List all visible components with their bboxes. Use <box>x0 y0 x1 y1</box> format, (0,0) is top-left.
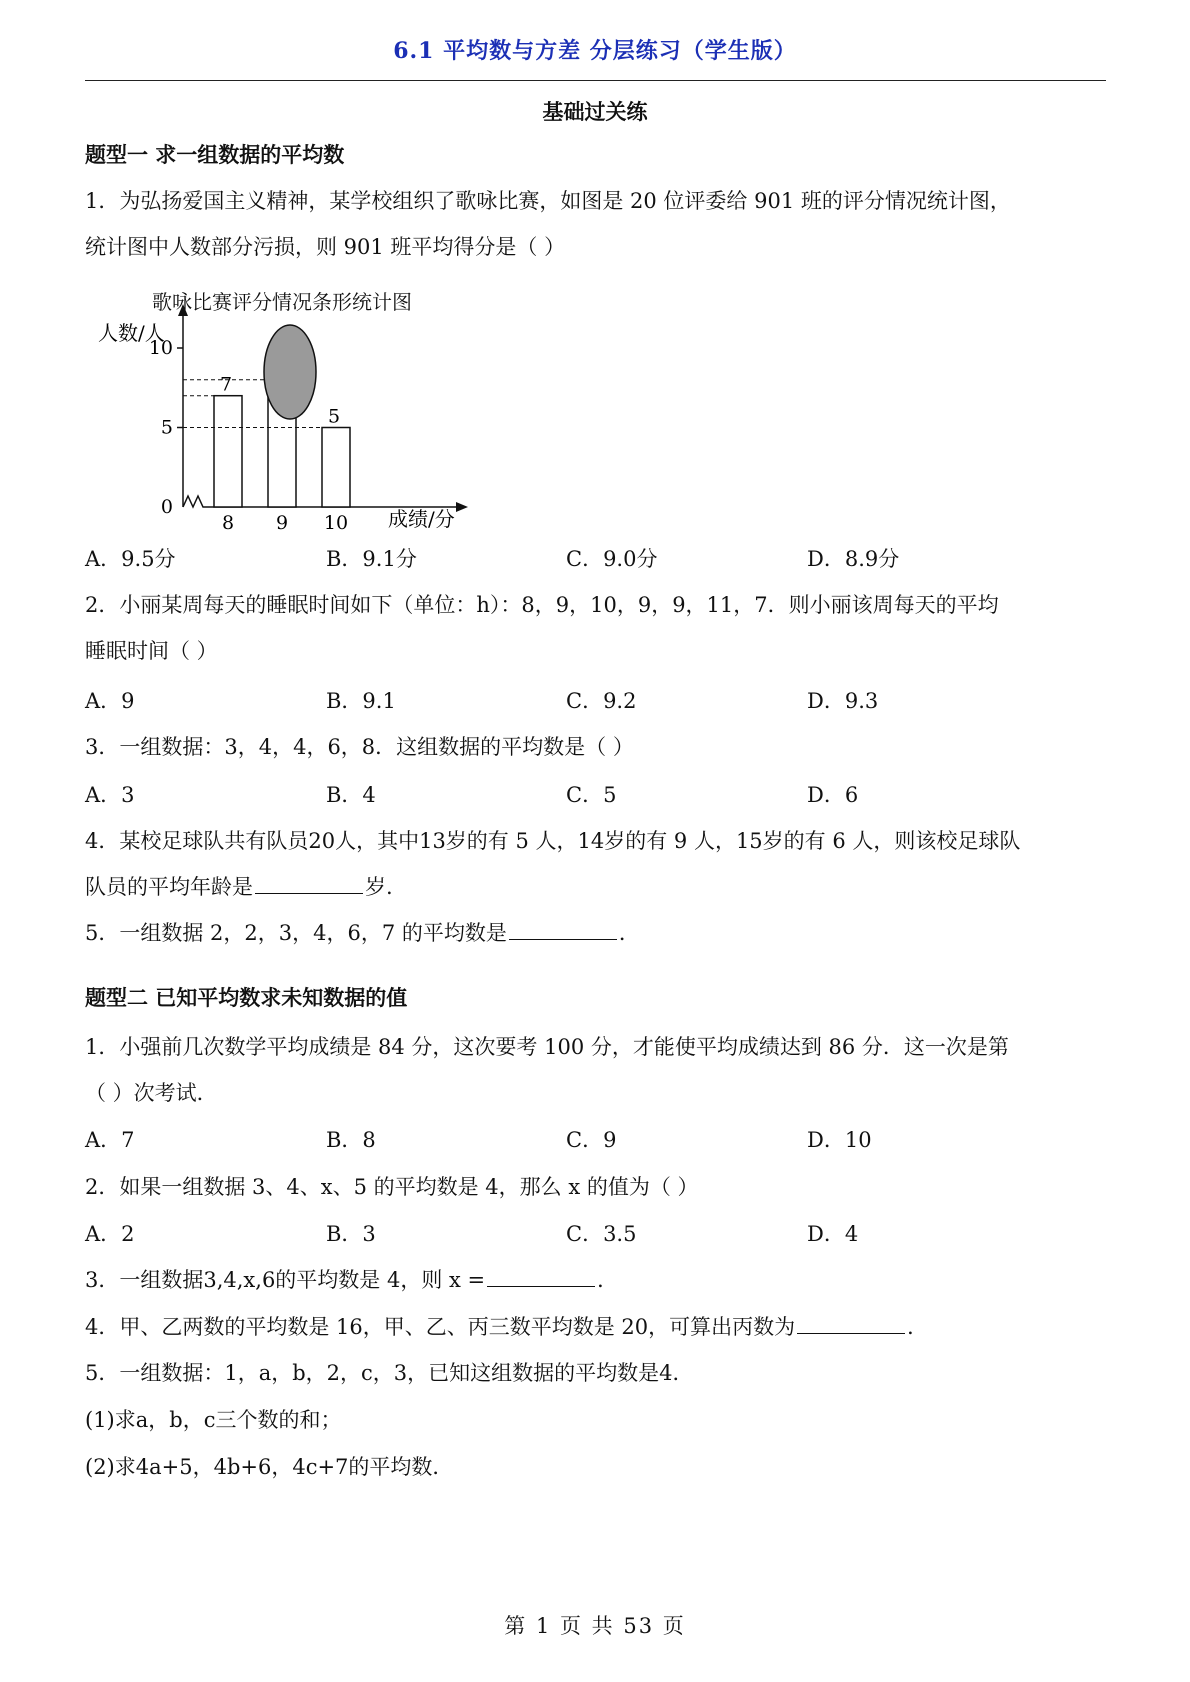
t2-q2-option-b[interactable]: B．3 <box>326 1222 376 1246</box>
bar-10 <box>322 428 350 508</box>
t2-q3-pre: 3．一组数据3,4,x,6的平均数是 4，则 x = <box>85 1268 486 1292</box>
t1-q2-line2: 睡眠时间（ ） <box>85 639 218 663</box>
t2-q2-option-c[interactable]: C．3.5 <box>566 1222 637 1246</box>
x-tick-label-10: 10 <box>323 512 349 534</box>
t2-q4-post: ． <box>907 1315 929 1339</box>
t2-q2-option-d[interactable]: D．4 <box>807 1222 859 1246</box>
t2-q1-option-b[interactable]: B．8 <box>326 1128 376 1152</box>
t2-q3-line1 <box>85 1265 618 1295</box>
x-tick-label-9: 9 <box>275 512 289 534</box>
t1-q1-line2: 统计图中人数部分污损，则 901 班平均得分是（ ） <box>85 235 566 259</box>
x-axis-arrow <box>456 502 468 512</box>
t2-q4-answer-blank[interactable] <box>797 1313 905 1334</box>
t1-q5-pre: 5．一组数据 2，2，3，4，6，7 的平均数是 <box>85 921 507 945</box>
t1-q3-line1: 3．一组数据：3，4，4，6，8．这组数据的平均数是（ ） <box>85 735 634 759</box>
bar-chart <box>90 280 490 540</box>
chart-svg <box>90 280 490 540</box>
t1-q2-option-d[interactable]: D．9.3 <box>807 689 879 713</box>
t1-q2-option-c[interactable]: C．9.2 <box>566 689 637 713</box>
t1-q4-line1: 4．某校足球队共有队员20人，其中13岁的有 5 人，14岁的有 9 人，15岁的有 6 人，则该校足球队 <box>85 829 1021 853</box>
y-tick-label-0: 0 <box>160 496 173 518</box>
t1-q2-line1: 2．小丽某周每天的睡眠时间如下（单位：h）：8，9，10，9，9，11，7．则小丽该周每天的平均 <box>85 593 999 617</box>
type1-heading: 题型一 求一组数据的平均数 <box>85 142 345 167</box>
t1-q5-answer-blank[interactable] <box>509 919 617 940</box>
y-axis-label: 人数/人 <box>98 321 165 345</box>
y-tick-label-10: 10 <box>148 337 173 359</box>
t1-q1-option-b[interactable]: B．9.1分 <box>326 547 417 571</box>
t1-q1-option-d[interactable]: D．8.9分 <box>807 547 900 571</box>
t1-q1-option-a[interactable]: A．9.5分 <box>85 547 176 571</box>
x-axis-label: 成绩/分 <box>388 507 455 531</box>
t2-q1-option-d[interactable]: D．10 <box>807 1128 872 1152</box>
header-divider <box>85 80 1106 81</box>
t1-q4-answer-blank[interactable] <box>255 873 363 894</box>
t1-q2-option-b[interactable]: B．9.1 <box>326 689 396 713</box>
t2-q5-sub2: (2)求4a+5，4b+6，4c+7的平均数． <box>85 1455 454 1479</box>
t2-q1-line1: 1．小强前几次数学平均成绩是 84 分，这次要考 100 分，才能使平均成绩达到 86 分．这一次是第 <box>85 1035 1009 1059</box>
type2-heading: 题型二 已知平均数求未知数据的值 <box>85 985 408 1010</box>
data-label-10: 5 <box>327 405 341 428</box>
t1-q1-line1: 1．为弘扬爱国主义精神，某学校组织了歌咏比赛，如图是 20 位评委给 901 班的评分情况统计图， <box>85 189 1011 213</box>
t2-q2-line1: 2．如果一组数据 3、4、x、5 的平均数是 4，那么 x 的值为（ ） <box>85 1175 699 1199</box>
t1-q4-line2 <box>85 872 393 902</box>
y-tick-label-5: 5 <box>160 416 173 439</box>
t1-q2-option-a[interactable]: A．9 <box>85 689 135 713</box>
t1-q3-option-d[interactable]: D．6 <box>807 783 859 807</box>
section-title: 基础过关练 <box>542 99 648 124</box>
data-label-8: 7 <box>219 373 233 396</box>
t2-q3-post: ． <box>597 1268 619 1292</box>
t2-q1-option-c[interactable]: C．9 <box>566 1128 617 1152</box>
t2-q1-option-a[interactable]: A．7 <box>85 1128 135 1152</box>
t1-q4-line2-pre: 队员的平均年龄是 <box>85 875 253 899</box>
t1-q3-option-a[interactable]: A．3 <box>85 783 135 807</box>
t2-q5-sub1: (1)求a，b，c三个数的和； <box>85 1408 342 1432</box>
page-footer: 第 1 页 共 53 页 <box>504 1614 686 1638</box>
t2-q1-line2: （ ）次考试． <box>85 1081 218 1105</box>
x-tick-label-8: 8 <box>221 512 235 534</box>
t2-q2-option-a[interactable]: A．2 <box>85 1222 135 1246</box>
t1-q5-post: ． <box>618 921 640 945</box>
bar-8 <box>214 396 242 507</box>
t2-q4-line1 <box>85 1312 928 1342</box>
stain-blot <box>264 325 316 419</box>
chart-title: 歌咏比赛评分情况条形统计图 <box>152 290 412 314</box>
t1-q1-option-c[interactable]: C．9.0分 <box>566 547 658 571</box>
t1-q3-option-b[interactable]: B．4 <box>326 783 376 807</box>
t2-q3-answer-blank[interactable] <box>487 1266 595 1287</box>
page-header-title: 6.1 平均数与方差 分层练习（学生版） <box>393 38 797 64</box>
axis-break <box>183 496 210 507</box>
t1-q4-line2-post: 岁. <box>365 875 393 899</box>
t2-q5-line1: 5．一组数据：1，a，b，2，c，3，已知这组数据的平均数是4． <box>85 1361 694 1385</box>
t1-q5-line1 <box>85 918 640 948</box>
t2-q4-pre: 4．甲、乙两数的平均数是 16，甲、乙、丙三数平均数是 20，可算出丙数为 <box>85 1315 796 1339</box>
t1-q3-option-c[interactable]: C．5 <box>566 783 617 807</box>
